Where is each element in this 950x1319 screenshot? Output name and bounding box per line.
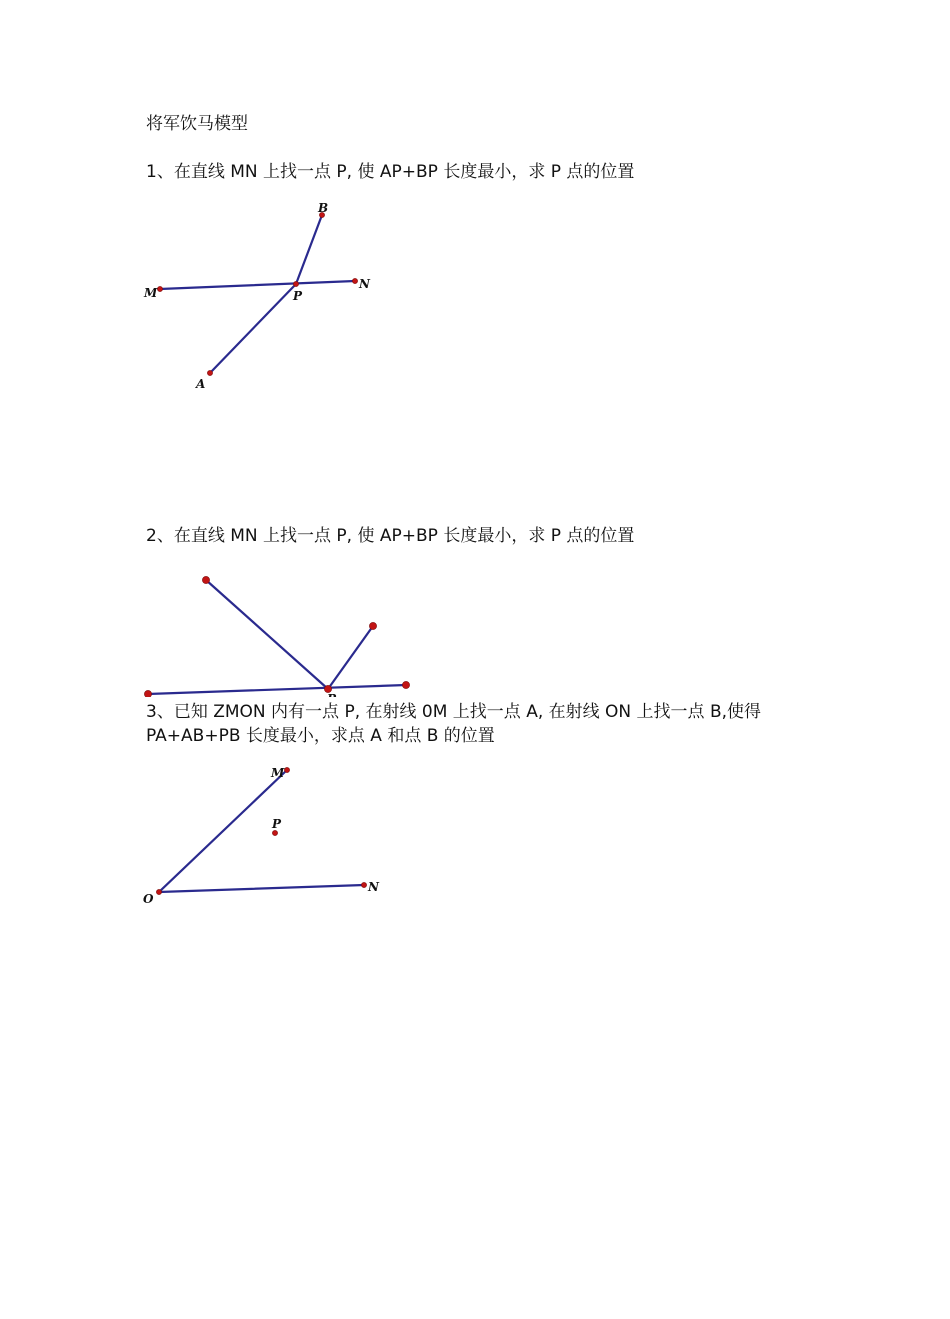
- label-m: M: [271, 766, 285, 780]
- point-o: [156, 889, 161, 894]
- label-b: B: [318, 201, 329, 215]
- label-p: P: [293, 289, 303, 303]
- problem-1-text: 1、在直线 MN 上找一点 P, 使 AP+BP 长度最小，求 P 点的位置: [146, 162, 635, 182]
- label-o: O: [143, 892, 154, 906]
- point-m: [284, 767, 289, 772]
- label-n: N: [368, 880, 379, 894]
- point-n: [361, 882, 366, 887]
- problem-2-text: 2、在直线 MN 上找一点 P, 使 AP+BP 长度最小，求 P 点的位置: [146, 526, 635, 546]
- document-title: 将军饮马模型: [146, 114, 248, 134]
- ray-om: [159, 770, 287, 892]
- problem-3-text-line-1: 3、已知 ZMON 内有一点 P, 在射线 0M 上找一点 A, 在射线 ON 上找一点 B,使得: [146, 702, 762, 722]
- point-p: [272, 830, 277, 835]
- label-n: N: [359, 277, 370, 291]
- ray-on: [159, 885, 364, 892]
- label-p: P: [272, 817, 282, 831]
- problem-3-text-line-2: PA+AB+PB 长度最小，求点 A 和点 B 的位置: [146, 726, 495, 746]
- label-a: A: [196, 377, 206, 391]
- label-m: M: [144, 286, 158, 300]
